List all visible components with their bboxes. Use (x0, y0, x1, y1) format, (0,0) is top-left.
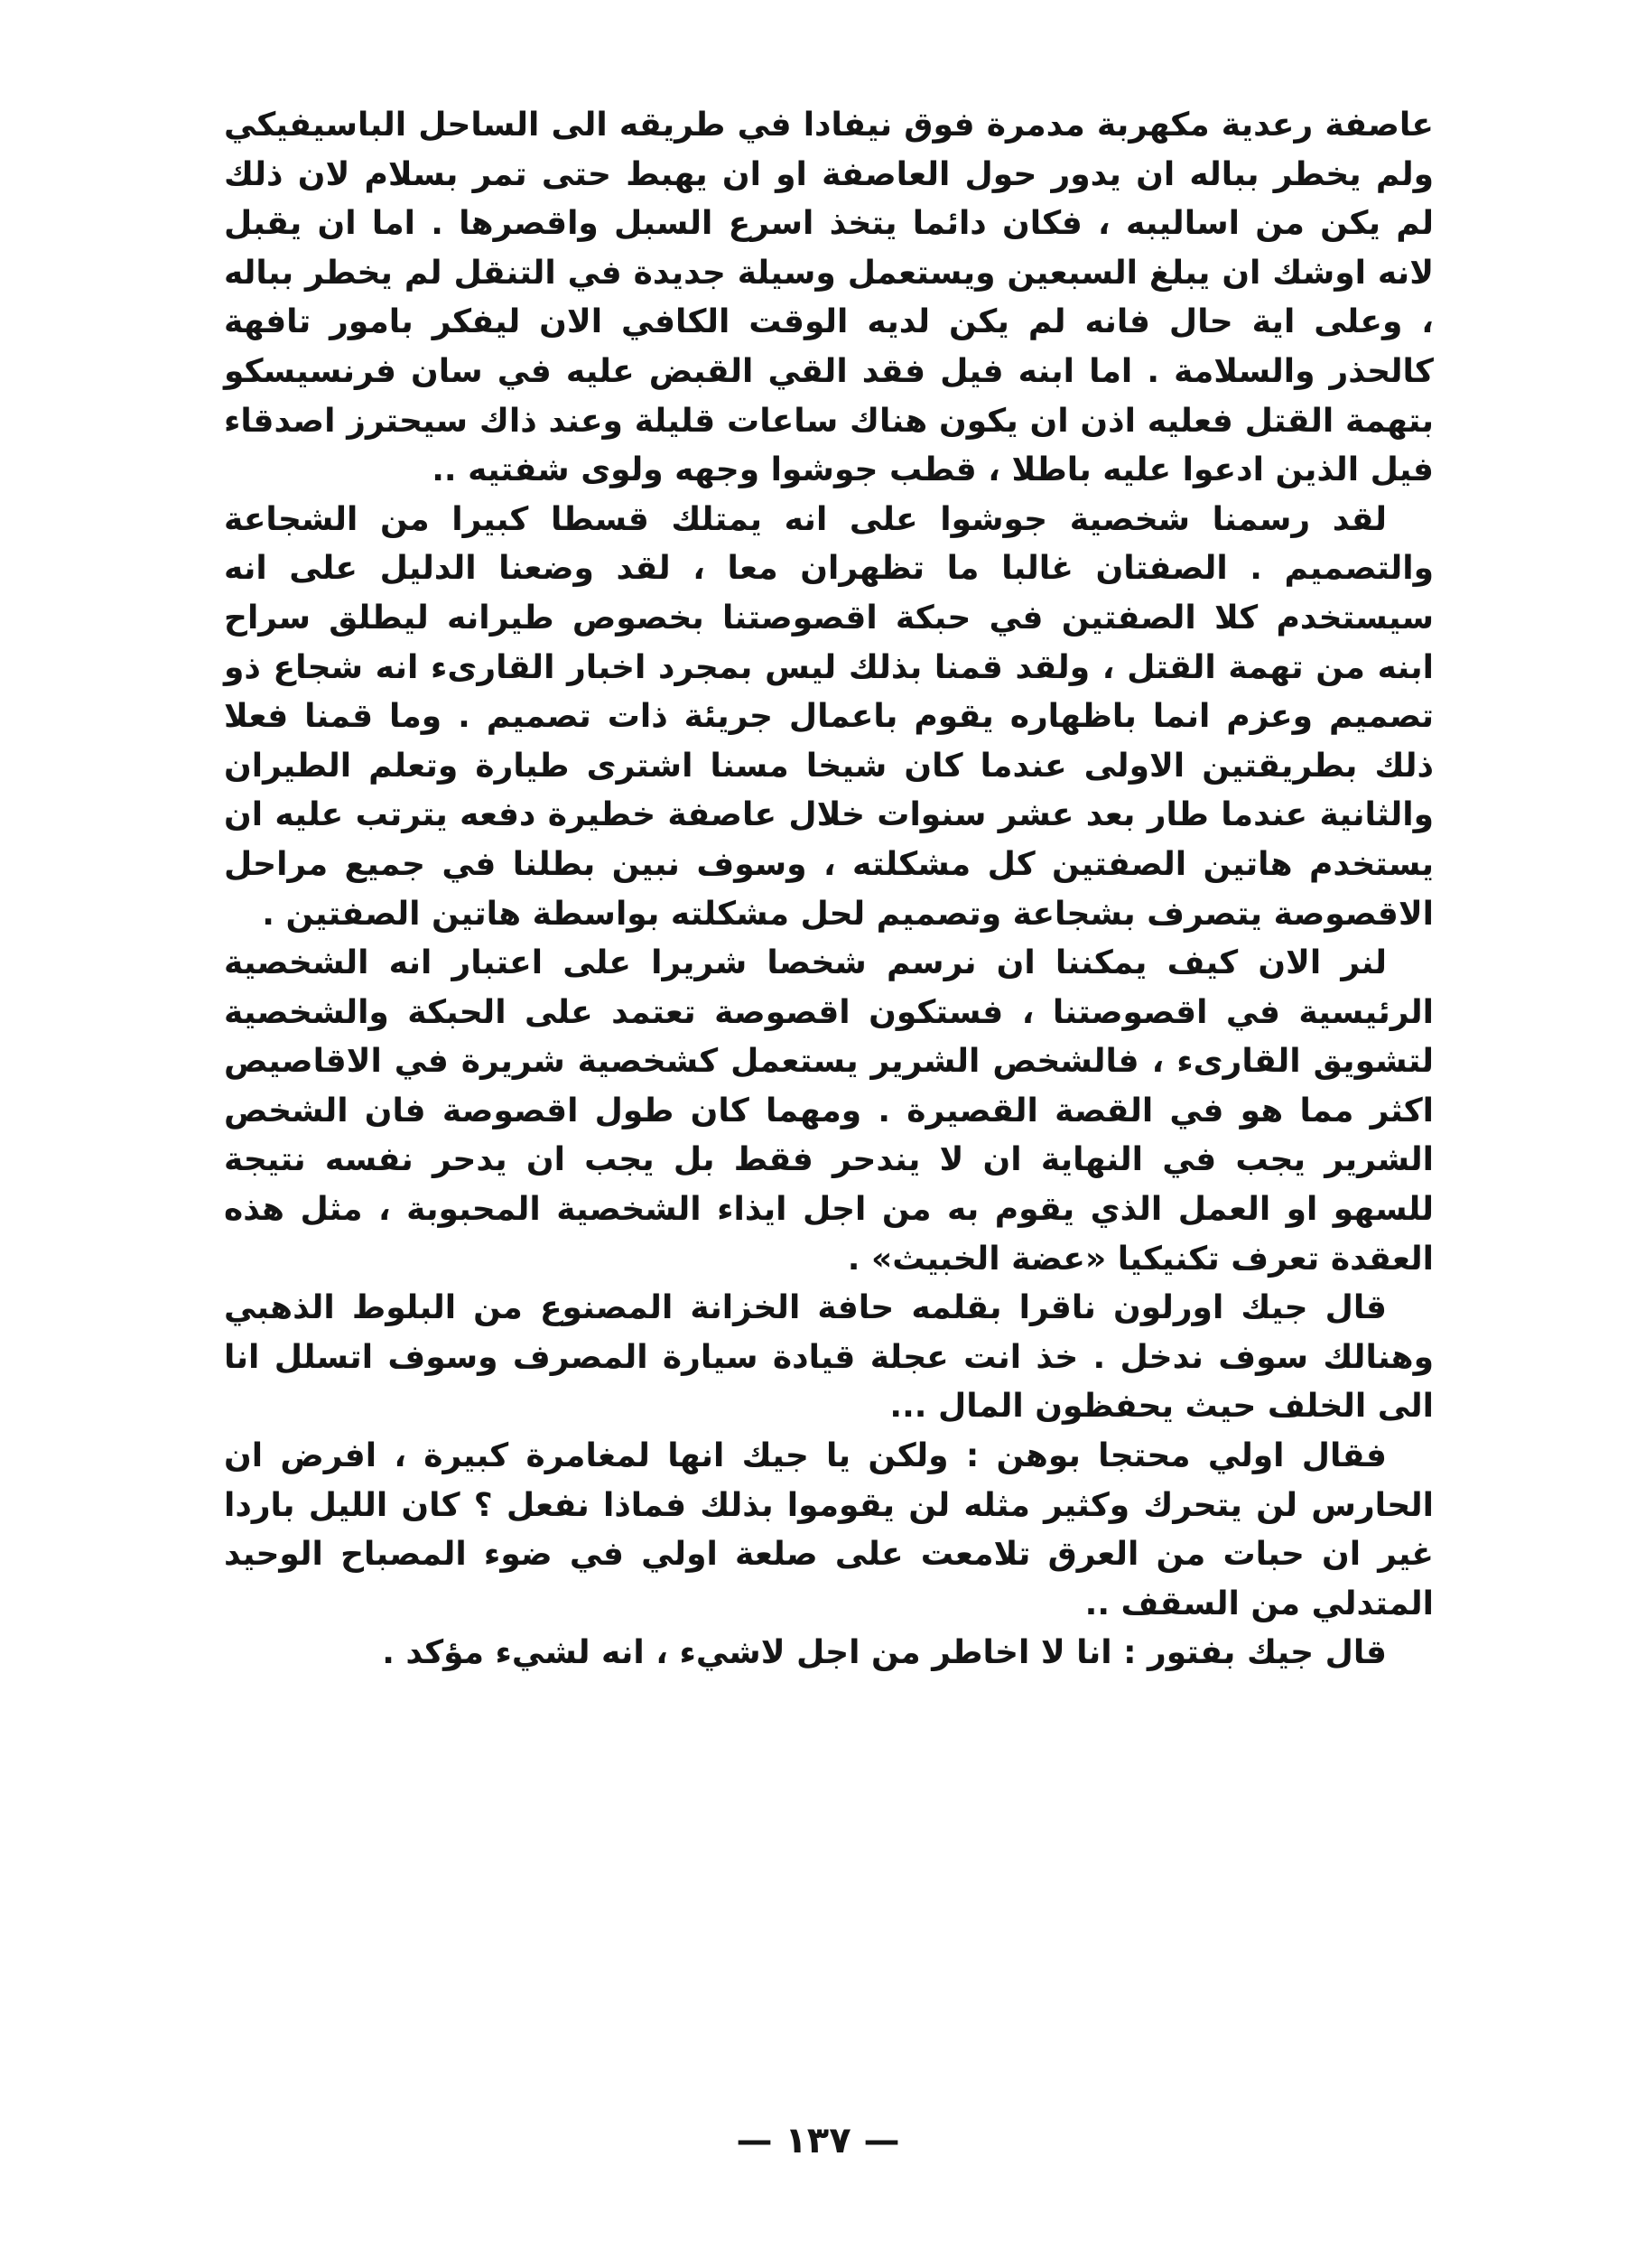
body-text (224, 101, 1434, 1678)
paragraph-3: لنر الان كيف يمكننا ان نرسم شخصا شريرا على اعتبار انه الشخصية الرئيسية في اقصوصتنا ، فستكون اقصوصة تعتمد على الحبكة والشخصية لتشويق القارىء ، فالشخص الشرير يستعمل كشخصية شريرة في الاقاصيص اكثر مما هو في القصة القصيرة . ومهما كان طول اقصوصة فان الشخص الشرير يجب في النهاية ان لا يندحر فقط بل يجب ان يدحر نفسه نتيجة للسهو او العمل الذي يقوم به من اجل ايذاء الشخصية المحبوبة ، مثل هذه العقدة تعرف تكنيكيا «عضة الخبيث» . (224, 944, 1434, 1278)
paragraph-4: قال جيك اورلون ناقرا بقلمه حافة الخزانة المصنوع من البلوط الذهبي وهنالك سوف ندخل . خذ انت عجلة قيادة سيارة المصرف وسوف اتسلل انا الى الخلف حيث يحفظون المال ... (224, 1289, 1434, 1426)
paragraph-6: قال جيك بفتور : انا لا اخاطر من اجل لاشيء ، انه لشيء مؤكد . (382, 1634, 1387, 1672)
paragraph-5: فقال اولي محتجا بوهن : ولكن يا جيك انها لمغامرة كبيرة ، افرض ان الحارس لن يتحرك وكثير مثله لن يقوموا بذلك فماذا نفعل ؟ كان الليل باردا غير ان حبات من العرق تلامعت على صلعة اولي في ضوء المصباح الوحيد المتدلي من السقف .. (224, 1437, 1434, 1622)
paragraph-2: لقد رسمنا شخصية جوشوا على انه يمتلك قسطا كبيرا من الشجاعة والتصميم . الصفتان غالبا ما تظهران معا ، لقد وضعنا الدليل على انه سيستخدم كلا الصفتين في حبكة اقصوصتنا بخصوص طيرانه ليطلق سراح ابنه من تهمة القتل ، ولقد قمنا بذلك ليس بمجرد اخبار القارىء انه شجاع ذو تصميم وعزم انما باظهاره يقوم باعمال جريئة ذات تصميم . وما قمنا فعلا ذلك بطريقتين الاولى عندما كان شيخا مسنا اشترى طيارة وتعلم الطيران والثانية عندما طار بعد عشر سنوات خلال عاصفة خطيرة دفعه يترتب عليه ان يستخدم هاتين الصفتين كل مشكلته ، وسوف نبين بطلنا في جميع مراحل الاقصوصة يتصرف بشجاعة وتصميم لحل مشكلته بواسطة هاتين الصفتين . (224, 500, 1434, 933)
page-number: — ١٣٧ — (736, 2120, 900, 2161)
paragraph-1: عاصفة رعدية مكهربة مدمرة فوق نيفادا في طريقه الى الساحل الباسيفيكي ولم يخطر بباله ان يدور حول العاصفة او ان يهبط حتى تمر بسلام لان ذلك لم يكن من اساليبه ، فكان دائما يتخذ اسرع السبل واقصرها . اما ان يقبل لانه اوشك ان يبلغ السبعين ويستعمل وسيلة جديدة في التنقل لم يخطر بباله ، وعلى اية حال فانه لم يكن لديه الوقت الكافي الان ليفكر بامور تافهة كالحذر والسلامة . اما ابنه فيل فقد القي القبض عليه في سان فرنسيسكو بتهمة القتل فعليه اذن ان يكون هناك ساعات قليلة وعند ذاك سيحترز اصدقاء فيل الذين ادعوا عليه باطلا ، قطب جوشوا وجهه ولوى شفتيه .. (224, 107, 1434, 489)
